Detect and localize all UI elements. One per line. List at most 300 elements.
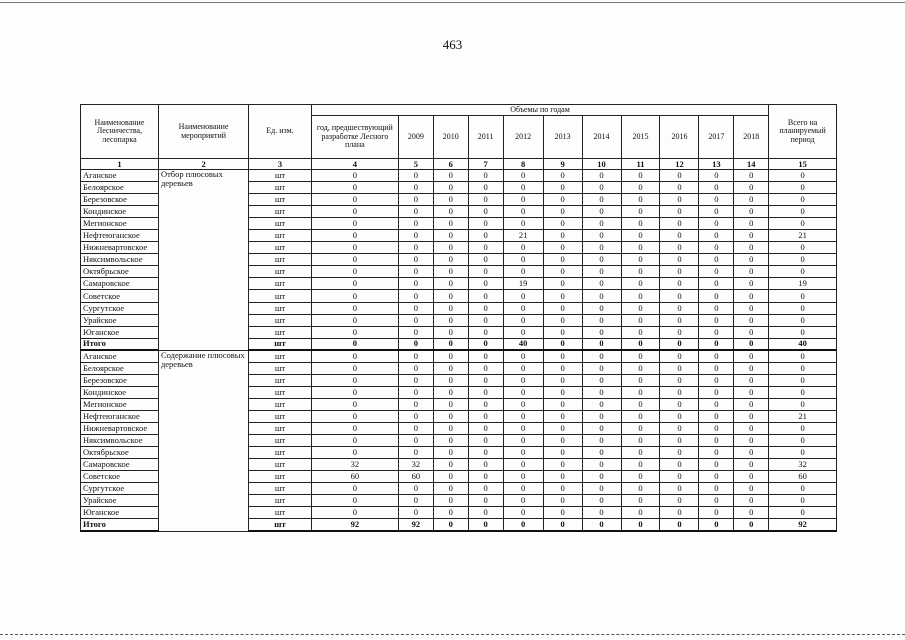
value-cell: 0 <box>734 278 769 290</box>
forestry-name: Самаровское <box>81 459 159 471</box>
value-cell: 0 <box>621 386 660 398</box>
value-cell: 0 <box>734 362 769 374</box>
value-cell: 0 <box>621 206 660 218</box>
value-cell: 0 <box>468 206 503 218</box>
value-cell: 0 <box>398 410 433 422</box>
value-cell: 0 <box>468 290 503 302</box>
value-cell: 0 <box>582 350 621 362</box>
forestry-name: Самаровское <box>81 278 159 290</box>
value-cell: 0 <box>699 398 734 410</box>
value-cell: 0 <box>503 495 543 507</box>
value-cell: 0 <box>468 350 503 362</box>
value-cell: 0 <box>468 230 503 242</box>
column-number: 6 <box>433 159 468 170</box>
value-cell: 0 <box>699 422 734 434</box>
value-cell: 0 <box>769 194 837 206</box>
value-cell: 0 <box>699 170 734 182</box>
value-cell: 0 <box>734 495 769 507</box>
value-cell: 0 <box>468 398 503 410</box>
value-cell: 0 <box>660 447 699 459</box>
value-cell: 0 <box>398 182 433 194</box>
value-cell: 0 <box>582 338 621 350</box>
header-year-2015: 2015 <box>621 116 660 159</box>
value-cell: 0 <box>543 495 582 507</box>
value-cell: 0 <box>543 519 582 531</box>
column-number: 7 <box>468 159 503 170</box>
value-cell: 0 <box>398 194 433 206</box>
column-number: 14 <box>734 159 769 170</box>
value-cell: 0 <box>503 182 543 194</box>
unit-cell: шт <box>249 471 312 483</box>
value-cell: 0 <box>433 350 468 362</box>
value-cell: 0 <box>621 302 660 314</box>
value-cell: 0 <box>503 290 543 302</box>
value-cell: 0 <box>433 338 468 350</box>
value-cell: 0 <box>311 302 398 314</box>
value-cell: 0 <box>433 326 468 338</box>
value-cell: 0 <box>543 218 582 230</box>
value-cell: 0 <box>582 182 621 194</box>
unit-cell: шт <box>249 422 312 434</box>
forestry-name: Кондинское <box>81 206 159 218</box>
value-cell: 0 <box>734 230 769 242</box>
value-cell: 0 <box>769 447 837 459</box>
value-cell: 0 <box>734 398 769 410</box>
column-number: 12 <box>660 159 699 170</box>
value-cell: 0 <box>398 242 433 254</box>
value-cell: 0 <box>311 507 398 519</box>
forestry-name: Сургутское <box>81 302 159 314</box>
value-cell: 0 <box>621 242 660 254</box>
forestry-name: Урайское <box>81 314 159 326</box>
total-label: Итого <box>81 338 159 350</box>
value-cell: 0 <box>398 254 433 266</box>
value-cell: 0 <box>311 386 398 398</box>
forestry-name: Юганское <box>81 326 159 338</box>
value-cell: 0 <box>660 398 699 410</box>
value-cell: 0 <box>621 326 660 338</box>
value-cell: 0 <box>543 435 582 447</box>
value-cell: 0 <box>543 314 582 326</box>
value-cell: 0 <box>468 182 503 194</box>
value-cell: 0 <box>734 435 769 447</box>
value-cell: 0 <box>503 435 543 447</box>
value-cell: 0 <box>699 410 734 422</box>
value-cell: 0 <box>621 218 660 230</box>
unit-cell: шт <box>249 314 312 326</box>
value-cell: 0 <box>433 242 468 254</box>
header-year-2009: 2009 <box>398 116 433 159</box>
value-cell: 0 <box>433 374 468 386</box>
value-cell: 0 <box>734 302 769 314</box>
value-cell: 0 <box>769 374 837 386</box>
value-cell: 0 <box>433 278 468 290</box>
unit-cell: шт <box>249 338 312 350</box>
value-cell: 0 <box>543 182 582 194</box>
value-cell: 0 <box>543 447 582 459</box>
value-cell: 0 <box>582 362 621 374</box>
value-cell: 0 <box>699 182 734 194</box>
unit-cell: шт <box>249 374 312 386</box>
value-cell: 0 <box>582 471 621 483</box>
value-cell: 0 <box>582 302 621 314</box>
value-cell: 0 <box>660 350 699 362</box>
value-cell: 0 <box>311 194 398 206</box>
value-cell: 0 <box>769 170 837 182</box>
value-cell: 0 <box>311 495 398 507</box>
value-cell: 0 <box>398 350 433 362</box>
value-cell: 0 <box>433 218 468 230</box>
column-number: 15 <box>769 159 837 170</box>
value-cell: 0 <box>398 314 433 326</box>
value-cell: 0 <box>468 254 503 266</box>
value-cell: 0 <box>699 326 734 338</box>
unit-cell: шт <box>249 230 312 242</box>
value-cell: 0 <box>699 447 734 459</box>
value-cell: 0 <box>503 218 543 230</box>
value-cell: 0 <box>468 302 503 314</box>
value-cell: 0 <box>621 507 660 519</box>
value-cell: 0 <box>734 422 769 434</box>
value-cell: 0 <box>433 507 468 519</box>
value-cell: 0 <box>398 483 433 495</box>
value-cell: 0 <box>503 422 543 434</box>
value-cell: 0 <box>433 495 468 507</box>
value-cell: 0 <box>582 194 621 206</box>
value-cell: 0 <box>503 242 543 254</box>
value-cell: 0 <box>433 519 468 531</box>
value-cell: 0 <box>433 398 468 410</box>
value-cell: 0 <box>503 471 543 483</box>
value-cell: 60 <box>311 471 398 483</box>
value-cell: 0 <box>769 386 837 398</box>
value-cell: 0 <box>621 398 660 410</box>
value-cell: 0 <box>769 495 837 507</box>
column-number: 11 <box>621 159 660 170</box>
forestry-name: Няксимвольское <box>81 435 159 447</box>
value-cell: 0 <box>621 194 660 206</box>
value-cell: 0 <box>582 447 621 459</box>
unit-cell: шт <box>249 483 312 495</box>
value-cell: 0 <box>503 374 543 386</box>
unit-cell: шт <box>249 495 312 507</box>
value-cell: 0 <box>433 170 468 182</box>
header-year-2011: 2011 <box>468 116 503 159</box>
value-cell: 0 <box>699 495 734 507</box>
value-cell: 0 <box>582 507 621 519</box>
value-cell: 0 <box>398 422 433 434</box>
header-year-2017: 2017 <box>699 116 734 159</box>
value-cell: 0 <box>769 290 837 302</box>
value-cell: 0 <box>503 410 543 422</box>
value-cell: 0 <box>621 495 660 507</box>
unit-cell: шт <box>249 170 312 182</box>
value-cell: 0 <box>582 374 621 386</box>
value-cell: 0 <box>621 362 660 374</box>
value-cell: 0 <box>468 447 503 459</box>
value-cell: 0 <box>468 422 503 434</box>
value-cell: 0 <box>699 194 734 206</box>
page-bottom-edge <box>0 634 905 636</box>
value-cell: 60 <box>769 471 837 483</box>
value-cell: 0 <box>543 507 582 519</box>
value-cell: 0 <box>660 507 699 519</box>
value-cell: 0 <box>582 206 621 218</box>
forestry-name: Аганское <box>81 170 159 182</box>
forestry-name: Юганское <box>81 507 159 519</box>
value-cell: 0 <box>734 459 769 471</box>
value-cell: 0 <box>699 230 734 242</box>
table-row <box>81 170 837 182</box>
value-cell: 0 <box>699 206 734 218</box>
value-cell: 0 <box>769 206 837 218</box>
value-cell: 0 <box>311 483 398 495</box>
activity-name: Отбор плюсовых деревьев <box>158 170 248 351</box>
value-cell: 0 <box>311 422 398 434</box>
value-cell: 0 <box>734 218 769 230</box>
value-cell: 0 <box>503 362 543 374</box>
value-cell: 0 <box>769 362 837 374</box>
value-cell: 0 <box>433 422 468 434</box>
unit-cell: шт <box>249 242 312 254</box>
value-cell: 0 <box>468 459 503 471</box>
value-cell: 0 <box>398 447 433 459</box>
value-cell: 0 <box>699 242 734 254</box>
value-cell: 0 <box>433 471 468 483</box>
header-year-2016: 2016 <box>660 116 699 159</box>
value-cell: 0 <box>621 278 660 290</box>
unit-cell: шт <box>249 410 312 422</box>
column-number: 2 <box>158 159 248 170</box>
unit-cell: шт <box>249 362 312 374</box>
value-cell: 0 <box>734 410 769 422</box>
value-cell: 0 <box>660 459 699 471</box>
value-cell: 0 <box>621 314 660 326</box>
unit-cell: шт <box>249 459 312 471</box>
value-cell: 0 <box>734 447 769 459</box>
value-cell: 0 <box>699 519 734 531</box>
value-cell: 0 <box>433 254 468 266</box>
value-cell: 0 <box>769 266 837 278</box>
forestry-name: Нижневартовское <box>81 242 159 254</box>
value-cell: 0 <box>660 206 699 218</box>
value-cell: 0 <box>660 471 699 483</box>
value-cell: 0 <box>543 302 582 314</box>
column-number: 1 <box>81 159 159 170</box>
value-cell: 0 <box>621 350 660 362</box>
value-cell: 0 <box>734 290 769 302</box>
value-cell: 0 <box>543 483 582 495</box>
value-cell: 0 <box>769 218 837 230</box>
value-cell: 0 <box>734 314 769 326</box>
value-cell: 0 <box>543 459 582 471</box>
value-cell: 40 <box>769 338 837 350</box>
value-cell: 0 <box>582 422 621 434</box>
unit-cell: шт <box>249 194 312 206</box>
value-cell: 0 <box>543 338 582 350</box>
unit-cell: шт <box>249 519 312 531</box>
value-cell: 0 <box>582 326 621 338</box>
value-cell: 0 <box>311 182 398 194</box>
value-cell: 0 <box>699 302 734 314</box>
value-cell: 0 <box>433 386 468 398</box>
value-cell: 0 <box>398 386 433 398</box>
value-cell: 0 <box>543 266 582 278</box>
forestry-name: Октябрьское <box>81 447 159 459</box>
unit-cell: шт <box>249 302 312 314</box>
value-cell: 0 <box>503 386 543 398</box>
value-cell: 0 <box>311 435 398 447</box>
forestry-name: Няксимвольское <box>81 254 159 266</box>
value-cell: 0 <box>398 507 433 519</box>
value-cell: 0 <box>433 362 468 374</box>
value-cell: 0 <box>621 447 660 459</box>
value-cell: 0 <box>398 338 433 350</box>
value-cell: 0 <box>734 254 769 266</box>
forestry-name: Кондинское <box>81 386 159 398</box>
value-cell: 0 <box>699 362 734 374</box>
forest-plan-table <box>80 104 837 532</box>
value-cell: 0 <box>769 422 837 434</box>
value-cell: 0 <box>621 374 660 386</box>
value-cell: 0 <box>699 254 734 266</box>
value-cell: 21 <box>769 230 837 242</box>
value-cell: 0 <box>468 435 503 447</box>
value-cell: 0 <box>503 194 543 206</box>
value-cell: 0 <box>543 194 582 206</box>
column-number: 5 <box>398 159 433 170</box>
value-cell: 0 <box>398 278 433 290</box>
value-cell: 0 <box>543 422 582 434</box>
forestry-name: Нижневартовское <box>81 422 159 434</box>
value-cell: 0 <box>660 519 699 531</box>
value-cell: 0 <box>468 338 503 350</box>
value-cell: 0 <box>398 266 433 278</box>
forestry-name: Советское <box>81 471 159 483</box>
value-cell: 0 <box>621 435 660 447</box>
value-cell: 0 <box>699 266 734 278</box>
forestry-name: Березовское <box>81 194 159 206</box>
header-activity: Наименование мероприятий <box>158 105 248 159</box>
value-cell: 0 <box>543 398 582 410</box>
value-cell: 0 <box>433 410 468 422</box>
value-cell: 32 <box>311 459 398 471</box>
value-cell: 0 <box>660 290 699 302</box>
value-cell: 0 <box>433 194 468 206</box>
value-cell: 0 <box>398 290 433 302</box>
activity-name: Содержание плюсовых деревьев <box>158 350 248 531</box>
value-cell: 0 <box>660 495 699 507</box>
value-cell: 0 <box>769 350 837 362</box>
value-cell: 0 <box>398 326 433 338</box>
value-cell: 0 <box>311 326 398 338</box>
value-cell: 0 <box>311 374 398 386</box>
value-cell: 0 <box>543 350 582 362</box>
value-cell: 0 <box>468 314 503 326</box>
unit-cell: шт <box>249 350 312 362</box>
value-cell: 0 <box>660 266 699 278</box>
header-unit: Ед. изм. <box>249 105 312 159</box>
value-cell: 0 <box>468 386 503 398</box>
value-cell: 0 <box>468 362 503 374</box>
value-cell: 0 <box>660 362 699 374</box>
value-cell: 0 <box>734 266 769 278</box>
value-cell: 0 <box>433 483 468 495</box>
forestry-name: Мегионское <box>81 218 159 230</box>
value-cell: 0 <box>468 507 503 519</box>
forestry-name: Березовское <box>81 374 159 386</box>
value-cell: 32 <box>769 459 837 471</box>
column-number: 8 <box>503 159 543 170</box>
value-cell: 0 <box>311 410 398 422</box>
value-cell: 0 <box>503 507 543 519</box>
value-cell: 0 <box>311 230 398 242</box>
value-cell: 0 <box>311 398 398 410</box>
unit-cell: шт <box>249 290 312 302</box>
value-cell: 0 <box>621 483 660 495</box>
value-cell: 0 <box>621 459 660 471</box>
value-cell: 0 <box>468 266 503 278</box>
value-cell: 0 <box>543 386 582 398</box>
value-cell: 0 <box>734 326 769 338</box>
value-cell: 0 <box>699 471 734 483</box>
value-cell: 0 <box>699 459 734 471</box>
value-cell: 0 <box>311 206 398 218</box>
value-cell: 0 <box>398 362 433 374</box>
value-cell: 0 <box>582 410 621 422</box>
value-cell: 0 <box>468 374 503 386</box>
value-cell: 0 <box>503 350 543 362</box>
value-cell: 0 <box>582 459 621 471</box>
column-number: 4 <box>311 159 398 170</box>
value-cell: 0 <box>398 230 433 242</box>
value-cell: 0 <box>503 314 543 326</box>
unit-cell: шт <box>249 326 312 338</box>
value-cell: 0 <box>543 242 582 254</box>
header-year-2014: 2014 <box>582 116 621 159</box>
value-cell: 0 <box>503 398 543 410</box>
value-cell: 92 <box>311 519 398 531</box>
value-cell: 0 <box>660 435 699 447</box>
forestry-name: Мегионское <box>81 398 159 410</box>
value-cell: 0 <box>660 278 699 290</box>
value-cell: 19 <box>503 278 543 290</box>
value-cell: 0 <box>543 410 582 422</box>
unit-cell: шт <box>249 278 312 290</box>
value-cell: 0 <box>433 266 468 278</box>
value-cell: 0 <box>503 326 543 338</box>
value-cell: 0 <box>468 410 503 422</box>
header-year-2013: 2013 <box>543 116 582 159</box>
value-cell: 0 <box>468 278 503 290</box>
value-cell: 60 <box>398 471 433 483</box>
value-cell: 0 <box>734 519 769 531</box>
value-cell: 0 <box>468 471 503 483</box>
value-cell: 0 <box>699 314 734 326</box>
value-cell: 0 <box>398 218 433 230</box>
value-cell: 0 <box>543 230 582 242</box>
value-cell: 0 <box>582 290 621 302</box>
header-year-2012: 2012 <box>503 116 543 159</box>
value-cell: 0 <box>433 290 468 302</box>
value-cell: 92 <box>769 519 837 531</box>
value-cell: 0 <box>311 218 398 230</box>
value-cell: 0 <box>311 242 398 254</box>
value-cell: 0 <box>621 230 660 242</box>
value-cell: 0 <box>699 435 734 447</box>
value-cell: 0 <box>543 290 582 302</box>
column-number: 13 <box>699 159 734 170</box>
